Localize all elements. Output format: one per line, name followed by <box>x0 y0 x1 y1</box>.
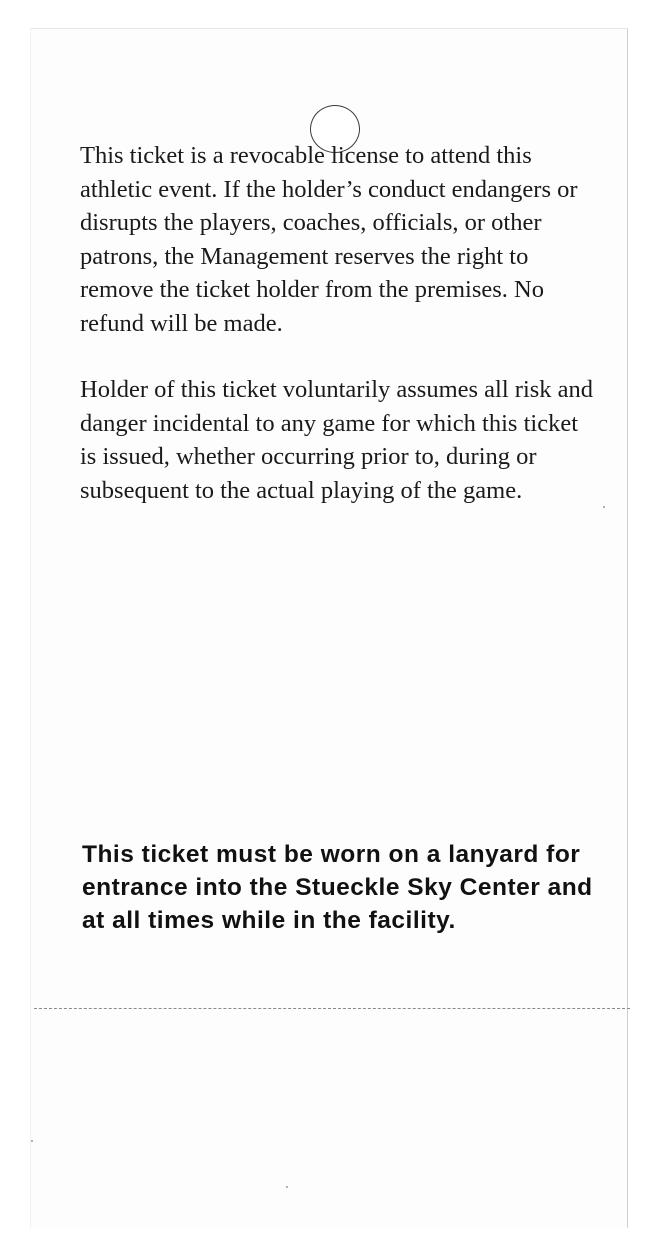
scan-speck <box>31 1140 33 1142</box>
scan-speck <box>286 1186 288 1188</box>
ticket-stub <box>30 1010 628 1228</box>
perforation-line <box>34 1008 630 1009</box>
ticket-terms <box>80 139 600 507</box>
terms-paragraph-risk: Holder of this ticket voluntarily assumes all risk and danger incidental to any game for which this ticket is issued, whether occurring prior to, during or subsequent to the actual playing of the game. <box>80 376 594 504</box>
terms-paragraph-license: This ticket is a revocable license to attend this athletic event. If the holder’s conduct endangers or disrupts the players, coaches, officials, or other patrons, the Management reserves the right to remove the ticket holder from the premises. No refund will be made. <box>80 142 578 337</box>
scan-speck <box>603 506 605 508</box>
lanyard-notice: This ticket must be worn on a lanyard for entrance into the Stueckle Sky Center and at all times while in the facility. <box>82 841 593 934</box>
